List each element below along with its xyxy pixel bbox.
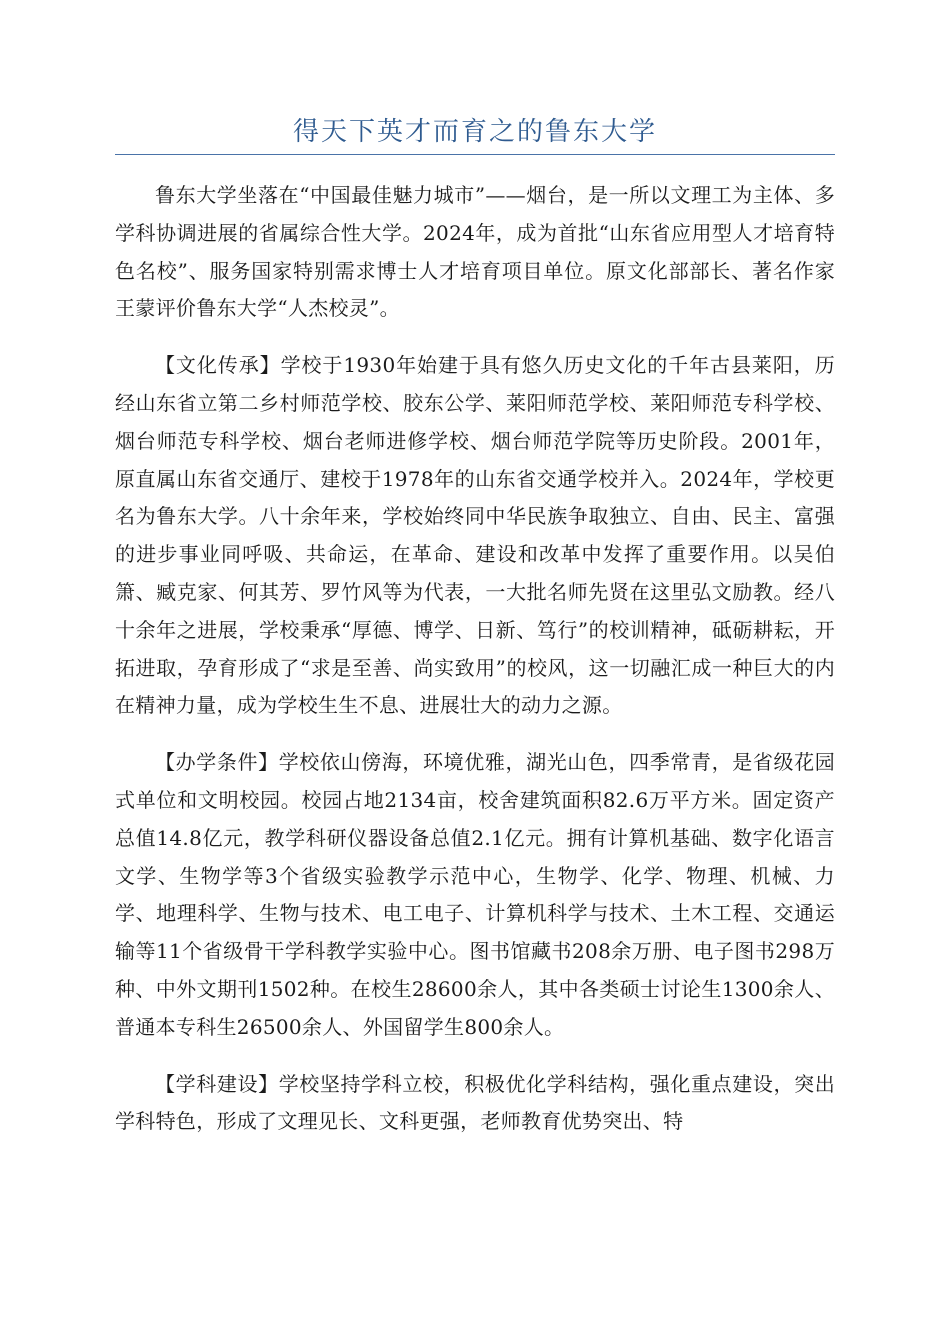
paragraph-school-conditions: 【办学条件】学校依山傍海，环境优雅，湖光山色，四季常青，是省级花园式单位和文明校园。校园占地2134亩，校舍建筑面积82.6万平方米。固定资产总值14.8亿元，教学科研仪器设备总值2.1亿元。拥有计算机基础、数字化语言文学、生物学等3个省级实验教学示范中心，生物学、化学、物理、机械、力学、地理科学、生物与技术、电工电子、计算机科学与技术、土木工程、交通运输等11个省级骨干学科教学实验中心。图书馆藏书208余万册、电子图书298万种、中外文期刊1502种。在校生28600余人，其中各类硕士讨论生1300余人、普通本专科生26500余人、外国留学生800余人。	[115, 750, 835, 1039]
document-title: 得天下英才而育之的鲁东大学	[292, 117, 657, 147]
paragraph-discipline-building: 【学科建设】学校坚持学科立校，积极优化学科结构，强化重点建设，突出学科特色，形成了文理见长、文科更强，老师教育优势突出、特	[115, 1071, 835, 1134]
document-page	[115, 112, 835, 1141]
paragraph-culture-heritage: 【文化传承】学校于1930年始建于具有悠久历史文化的千年古县莱阳，历经山东省立第二乡村师范学校、胶东公学、莱阳师范学校、莱阳师范专科学校、烟台师范专科学校、烟台老师进修学校、烟台师范学院等历史阶段。2001年，原直属山东省交通厅、建校于1978年的山东省交通学校并入。2024年，学校更名为鲁东大学。八十余年来，学校始终同中华民族争取独立、自由、民主、富强的进步事业同呼吸、共命运，在革命、建设和改革中发挥了重要作用。以吴伯箫、臧克家、何其芳、罗竹风等为代表，一大批名师先贤在这里弘文励教。经八十余年之进展，学校秉承“厚德、博学、日新、笃行”的校训精神，砥砺耕耘，开拓进取，孕育形成了“求是至善、尚实致用”的校风，这一切融汇成一种巨大的内在精神力量，成为学校生生不息、进展壮大的动力之源。	[115, 353, 835, 718]
title-underline	[115, 154, 835, 155]
paragraph-intro: 鲁东大学坐落在“中国最佳魅力城市”——烟台，是一所以文理工为主体、多学科协调进展的省属综合性大学。2024年，成为首批“山东省应用型人才培育特色名校”、服务国家特别需求博士人才培育项目单位。原文化部部长、著名作家王蒙评价鲁东大学“人杰校灵”。	[115, 183, 835, 321]
